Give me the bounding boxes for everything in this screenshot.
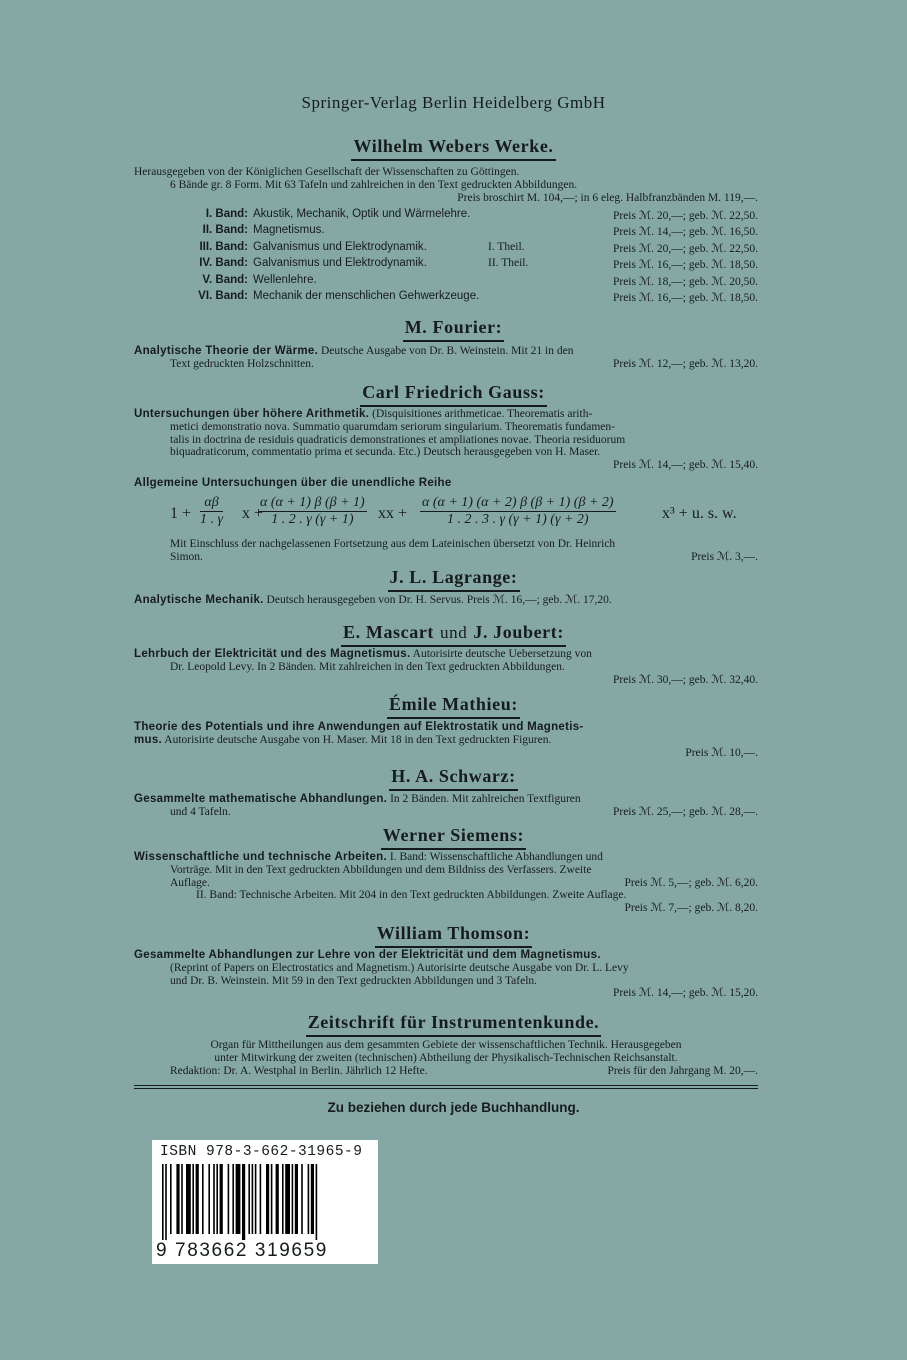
barcode-bar [165,1164,167,1240]
barcode-bar [242,1164,245,1240]
barcode-bar [295,1164,298,1234]
barcode-bar [196,1164,199,1234]
barcode-bar [213,1164,215,1234]
gauss-series-formula: 1 + $\frac{\alpha\beta}{1 . \gamma}$ x + $\frac{\alpha (\alpha + 1) \beta (\beta + 1)}{1 . 2 . \gamma (\gamma + 1)}$ xx + $\frac{\alpha (\alpha + 1) (\alpha + 2) \beta (\beta + 1) (\beta + 2)}{1 . 2 . 3 . \gamma (\gamma + 1) (\gamma + 2)}$ x³ + u. s. w. [170,495,737,527]
lagrange-heading: J. L. Lagrange: [0,567,907,592]
barcode-bar [208,1164,210,1234]
isbn-barcode [152,1140,378,1264]
barcode-bar [186,1164,191,1234]
fourier-heading: M. Fourier: [0,317,907,342]
barcode-bar [301,1164,303,1234]
weber-volume-row: I. Band: Akustik, Mechanik, Optik und Wärmelehre. Preis ℳ. 20,—; geb. ℳ. 22,50. [205,208,758,222]
mathieu-entry: Theorie des Potentials und ihre Anwendungen auf Elektrostatik und Magnetis- mus. Autorisirte deutsche Ausgabe von H. Maser. Mit 18 in den Text gedruckten Figuren. Preis ℳ. 10,—. [134,721,758,759]
barcode-bar [292,1164,294,1234]
mascart-entry: Lehrbuch der Elektricität und des Magnetismus. Autorisirte deutsche Uebersetzung von Dr. Leopold Levy. In 2 Bänden. Mit zahlreichen in den Text gedruckten Abbildungen. Preis ℳ. 30,—; geb. ℳ. 32,40. [134,648,758,686]
thomson-heading: William Thomson: [0,923,907,948]
barcode-bars [162,1164,368,1240]
weber-volume-row: VI. Band: Mechanik der menschlichen Gehwerkzeuge. Preis ℳ. 16,—; geb. ℳ. 18,50. [198,290,758,304]
weber-volume-row: V. Band: Wellenlehre. Preis ℳ. 18,—; geb. ℳ. 20,50. [202,273,758,288]
barcode-bar [316,1164,318,1240]
schwarz-entry: Gesammelte mathematische Abhandlungen. In 2 Bänden. Mit zahlreichen Textfiguren und 4 Tafeln. Preis ℳ. 25,—; geb. ℳ. 28,—. [134,793,758,818]
gauss-entry: Untersuchungen über höhere Arithmetik. (Disquisitiones arithmeticae. Theorematis arith- metici demonstratio nova. Summatio quarumdam seriorum singularium. Theorematis fundamen- talis in doctrina de residuis quadraticis demonstrationes et ampliationes novae. Theoria residuorum biquadraticorum, commentatio prima et secunda. Etc.) Deutsch herausgegeben von H. Maser. Preis ℳ. 14,—; geb. ℳ. 15,40. [134,408,758,472]
barcode-bar [232,1164,234,1234]
barcode-bar [162,1164,164,1240]
barcode-bar [181,1164,183,1234]
fourier-entry: Analytische Theorie der Wärme. Deutsche Ausgabe von Dr. B. Weinstein. Mit 21 in den Text gedruckten Holzschnitten. Preis ℳ. 12,—; geb. ℳ. 13,20. [134,345,758,370]
barcode-bar [236,1164,241,1234]
weber-volume-row: III. Band: Galvanismus und Elektrodynamik. I. Theil. Preis ℳ. 20,—; geb. ℳ. 22,50. [199,240,758,255]
isbn-text: ISBN 978-3-662-31965-9 [160,1144,363,1160]
divider-rule-bottom [134,1088,758,1089]
gauss-heading: Carl Friedrich Gauss: [0,382,907,407]
barcode-bar [308,1164,310,1234]
barcode-bar [276,1164,279,1234]
footer-note: Zu beziehen durch jede Buchhandlung. [327,1100,580,1115]
siemens-entry: Wissenschaftliche und technische Arbeiten. I. Band: Wissenschaftliche Abhandlungen und Vorträge. Mit in den Text gedruckten Abbildungen und dem Bildniss des Verfassers. Zweite Auflage. Preis ℳ. 5,—; geb. ℳ. 6,20. II. Band: Technische Arbeiten. Mit 204 in den Text gedruckten Abbildungen. Zweite Auflage. Preis ℳ. 7,—; geb. ℳ. 8,20. [134,851,758,915]
lagrange-entry: Analytische Mechanik. Deutsch herausgegeben von Dr. H. Servus. Preis ℳ. 16,—; geb. ℳ. 17,20. [134,594,612,606]
schwarz-heading: H. A. Schwarz: [0,766,907,791]
gauss-series-title: Allgemeine Untersuchungen über die unendliche Reihe [134,477,452,489]
mathieu-heading: Émile Mathieu: [0,694,907,719]
barcode-bar [220,1164,223,1234]
barcode-bar [311,1164,314,1234]
thomson-entry: Gesammelte Abhandlungen zur Lehre von der Elektricität und dem Magnetismus. (Reprint of Papers on Electrostatics and Magnetism.) Autorisirte deutsche Ausgabe von Dr. L. Levy und Dr. B. Weinstein. Mit 59 in den Text gedruckten Abbildungen und 3 Tafeln. Preis ℳ. 14,—; geb. ℳ. 15,20. [134,949,758,1000]
publisher-name: Springer-Verlag Berlin Heidelberg GmbH [301,93,606,112]
barcode-bar [271,1164,273,1234]
siemens-heading: Werner Siemens: [0,825,907,850]
barcode-bar [192,1164,194,1234]
barcode-bar [252,1164,254,1234]
weber-heading: Wilhelm Webers Werke. [0,136,907,161]
barcode-bar [228,1164,230,1234]
barcode-bar [170,1164,172,1234]
barcode-bar [202,1164,204,1234]
zeitschrift-entry: Organ für Mittheilungen aus dem gesammten Gebiete der wissenschaftlichen Technik. Herausgegeben unter Mitwirkung der zweiten (technischen) Abtheilung der Physikalisch-Technischen Reichsanstalt. Redaktion: Dr. A. Westphal in Berlin. Jährlich 12 Hefte. Preis für den Jahrgang M. 20,—. [170,1039,758,1077]
weber-volume-row: IV. Band: Galvanismus und Elektrodynamik. II. Theil. Preis ℳ. 16,—; geb. ℳ. 18,50. [199,257,758,272]
weber-volume-row: II. Band: Magnetismus. Preis ℳ. 14,—; geb. ℳ. 16,50. [202,224,758,239]
barcode-bar [216,1164,218,1234]
ean-number: 9 783662 319659 [156,1240,328,1261]
mascart-joubert-heading: E. Mascart und J. Joubert: [0,622,907,647]
barcode-bar [176,1164,179,1234]
barcode-bar [282,1164,284,1234]
gauss-series-note: Mit Einschluss der nachgelassenen Fortsetzung aus dem Lateinischen übersetzt von Dr. Heinrich Simon. Preis ℳ. 3,—. [170,538,758,563]
barcode-bar [260,1164,262,1234]
barcode-bar [255,1164,257,1234]
barcode-bar [248,1164,250,1234]
weber-description: Herausgegeben von der Königlichen Gesellschaft der Wissenschaften zu Göttingen. 6 Bände gr. 8 Form. Mit 63 Tafeln und zahlreichen in den Text gedruckten Abbildungen. Preis broschirt M. 104,—; in 6 eleg. Halbfranzbänden M. 119,—. [134,166,758,204]
barcode-bar [266,1164,269,1234]
divider-rule-top [134,1085,758,1086]
zeitschrift-heading: Zeitschrift für Instrumentenkunde. [0,1012,907,1037]
barcode-bar [285,1164,290,1234]
